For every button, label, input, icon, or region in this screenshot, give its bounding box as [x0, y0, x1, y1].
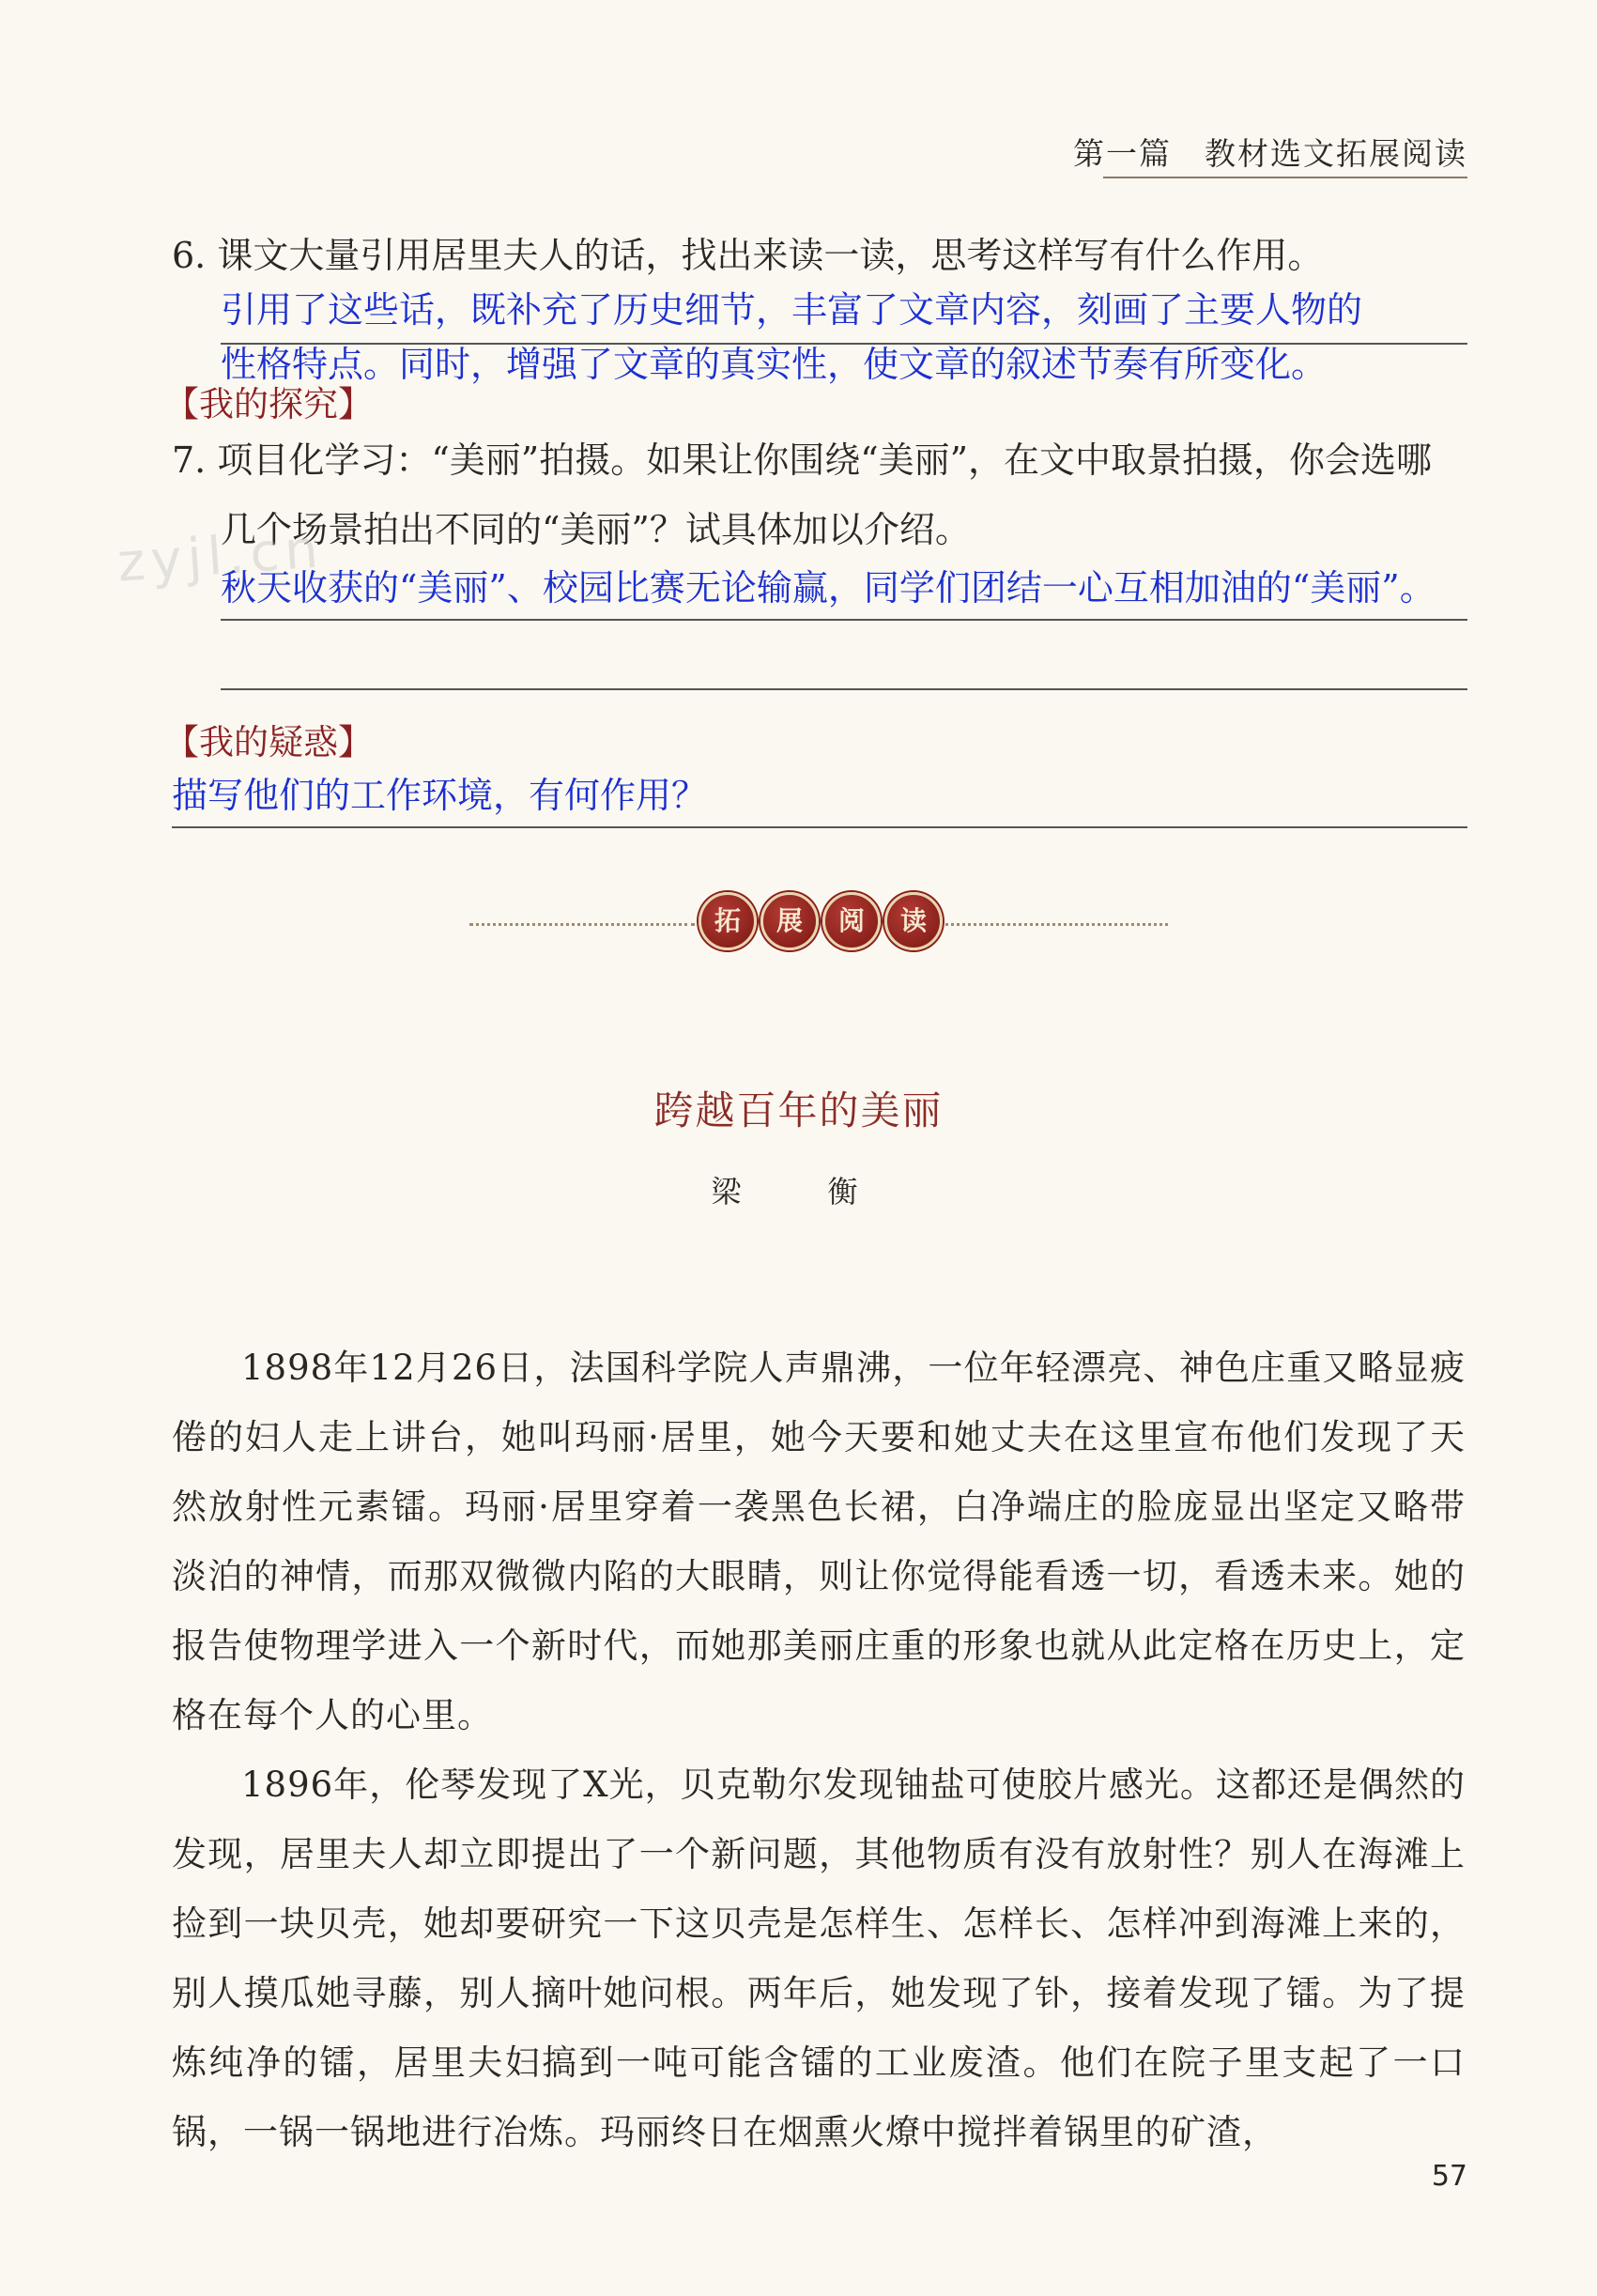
answer-6-line2: 性格特点。同时，增强了文章的真实性，使文章的叙述节奏有所变化。	[221, 344, 1328, 385]
article-title: 跨越百年的美丽	[653, 1087, 944, 1133]
answer-line	[172, 826, 1467, 828]
doubt-answer: 描写他们的工作环境，有何作用？	[172, 775, 708, 816]
seal-char: 阅	[822, 892, 881, 950]
answer-6-line1: 引用了这些话，既补充了历史细节，丰富了文章内容，刻画了主要人物的	[221, 289, 1363, 331]
extended-reading-banner	[699, 892, 943, 950]
paragraph: 1896年，伦琴发现了X光，贝克勒尔发现铀盐可使胶片感光。这都还是偶然的发现，居里夫人却立即提出了一个新问题，其他物质有没有放射性？别人在海滩上捡到一块贝壳，她却要研究一下这贝壳是怎样生、怎样长、怎样冲到海滩上来的，别人摸瓜她寻藤，别人摘叶她问根。两年后，她发现了钋，接着发现了镭。为了提炼纯净的镭，居里夫妇搞到一吨可能含镭的工业废渣。他们在院子里支起了一口锅，一锅一锅地进行冶炼。玛丽终日在烟熏火燎中搅拌着锅里的矿渣，	[172, 1764, 1466, 2152]
answer-line	[221, 688, 1467, 690]
section-explore: 【我的探究】	[164, 384, 373, 424]
question-7-line1: 7. 项目化学习：“美丽”拍摄。如果让你围绕“美丽”，在文中取景拍摄，你会选哪	[172, 439, 1433, 481]
divider-dots-left	[469, 923, 695, 926]
article-body	[172, 1333, 1466, 2167]
answer-line	[221, 619, 1467, 621]
seal-char: 展	[760, 892, 819, 950]
page-number: 57	[1431, 2160, 1467, 2193]
question-7-line2: 几个场景拍出不同的“美丽”？试具体加以介绍。	[221, 509, 971, 550]
divider-dots-right	[933, 923, 1168, 926]
running-header: 第一篇 教材选文拓展阅读	[1073, 135, 1467, 172]
paragraph: 1898年12月26日，法国科学院人声鼎沸，一位年轻漂亮、神色庄重又略显疲倦的妇人走上讲台，她叫玛丽·居里，她今天要和她丈夫在这里宣布他们发现了天然放射性元素镭。玛丽·居里穿着一袭黑色长裙，白净端庄的脸庞显出坚定又略带淡泊的神情，而那双微微内陷的大眼睛，则让你觉得能看透一切，看透未来。她的报告使物理学进入一个新时代，而她那美丽庄重的形象也就从此定格在历史上，定格在每个人的心里。	[172, 1348, 1466, 1735]
seal-char: 读	[884, 892, 943, 950]
watermark: zyjl.cn	[115, 518, 326, 594]
article-author: 梁 衡	[711, 1174, 886, 1210]
section-doubt: 【我的疑惑】	[164, 722, 373, 763]
answer-7: 秋天收获的“美丽”、校园比赛无论输赢，同学们团结一心互相加油的“美丽”。	[221, 567, 1436, 609]
header-rule	[1103, 177, 1467, 178]
question-6: 6. 课文大量引用居里夫人的话，找出来读一读，思考这样写有什么作用。	[172, 235, 1324, 276]
seal-char: 拓	[699, 892, 757, 950]
